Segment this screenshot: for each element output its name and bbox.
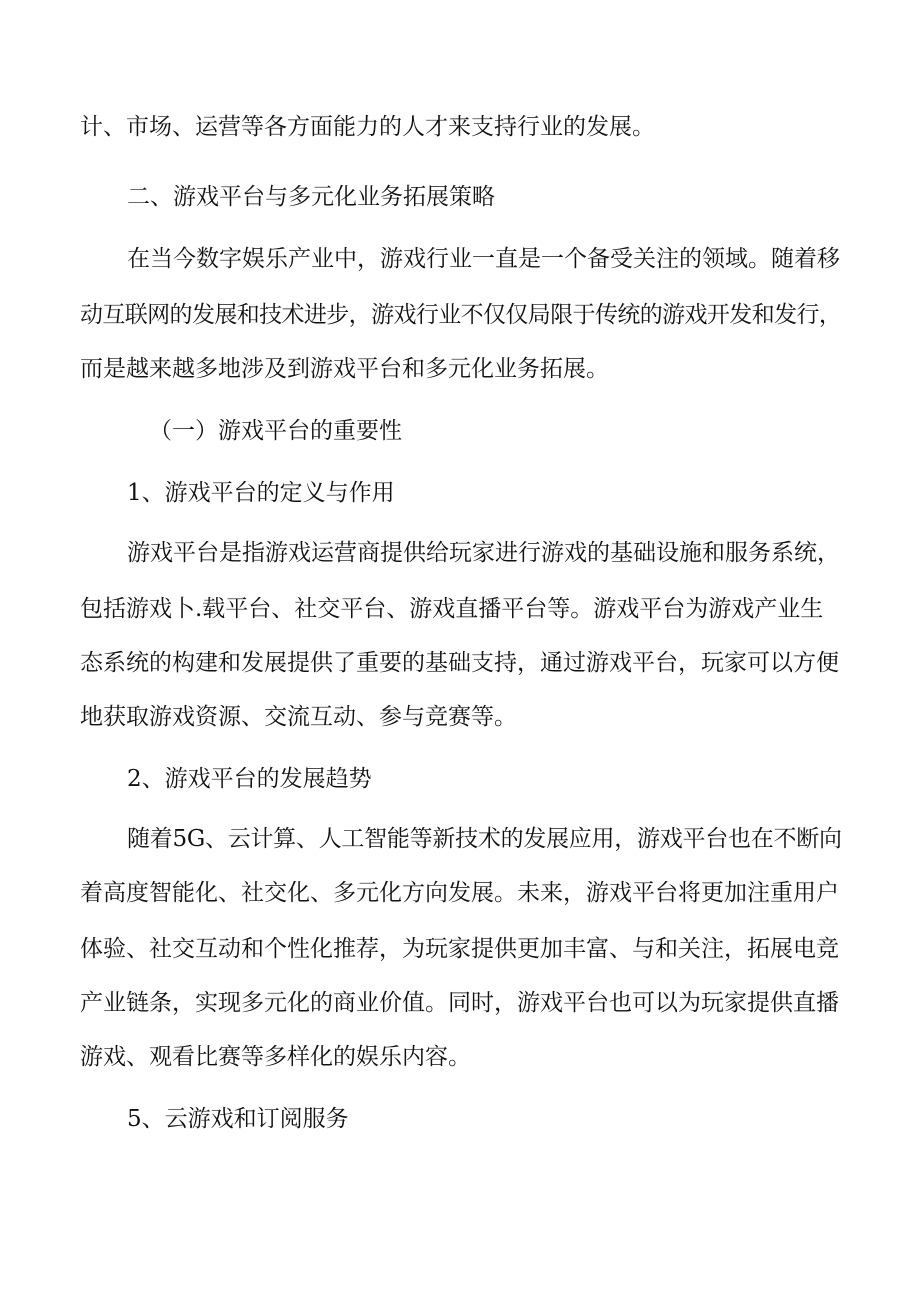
paragraph-continuation-line: 计、市场、运营等各方面能力的人才来支持行业的发展。: [80, 114, 655, 140]
paragraph-line: 动互联网的发展和技术进步，游戏行业不仅仅局限于传统的游戏开发和发行，: [80, 302, 842, 328]
subsection-heading: （一）游戏平台的重要性: [149, 418, 402, 444]
paragraph-line: 随着5G、云计算、人工智能等新技术的发展应用，游戏平台也在不断向: [127, 826, 842, 852]
paragraph-line: 着高度智能化、社交化、多元化方向发展。未来，游戏平台将更加注重用户: [80, 880, 839, 906]
paragraph-line: 游戏、观看比赛等多样化的娱乐内容。: [80, 1044, 471, 1070]
item-heading: 5、云游戏和订阅服务: [127, 1106, 349, 1132]
paragraph-line: 而是越来越多地涉及到游戏平台和多元化业务拓展。: [80, 356, 609, 382]
item-heading: 1、游戏平台的定义与作用: [127, 480, 395, 506]
paragraph-line: 地获取游戏资源、交流互动、参与竞赛等。: [80, 704, 517, 730]
paragraph-line: 态系统的构建和发展提供了重要的基础支持，通过游戏平台，玩家可以方便: [80, 650, 839, 676]
paragraph-line: 体验、社交互动和个性化推荐，为玩家提供更加丰富、与和关注，拓展电竞: [80, 936, 839, 962]
paragraph-line: 包括游戏卜.载平台、社交平台、游戏直播平台等。游戏平台为游戏产业生: [80, 596, 824, 622]
paragraph-line: 在当今数字娱乐产业中，游戏行业一直是一个备受关注的领域。随着移: [127, 246, 840, 272]
paragraph-line: 产业链条，实现多元化的商业价值。同时，游戏平台也可以为玩家提供直播: [80, 990, 839, 1016]
section-heading: 二、游戏平台与多元化业务拓展策略: [127, 184, 495, 210]
item-heading: 2、游戏平台的发展趋势: [127, 766, 372, 792]
paragraph-line: 游戏平台是指游戏运营商提供给玩家进行游戏的基础设施和服务系统，: [127, 540, 840, 566]
